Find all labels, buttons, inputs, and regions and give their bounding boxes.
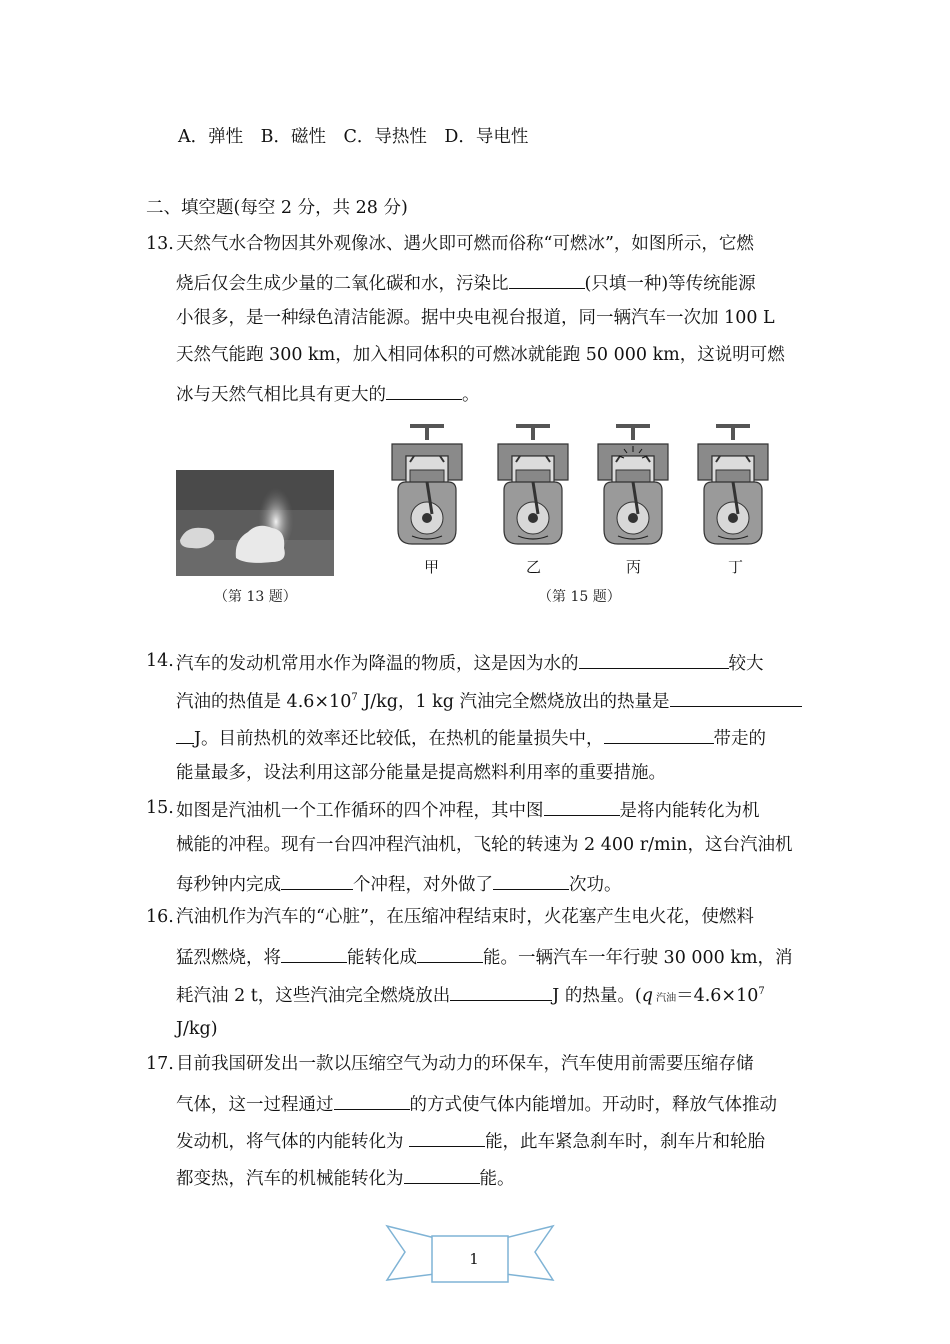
four-stroke-engine-diagram-yi xyxy=(494,422,572,550)
engine-label-ding: 丁 xyxy=(728,558,744,576)
answer-blank[interactable] xyxy=(334,1091,410,1110)
question-13-line-3: 小很多，是一种绿色清洁能源。据中央电视台报道，同一辆汽车一次加 100 L xyxy=(176,308,775,328)
figure-13-caption: （第 13 题） xyxy=(214,589,297,605)
answer-blank-continued[interactable] xyxy=(176,725,194,744)
question-14-number: 14. xyxy=(146,651,174,671)
question-16-line-2: 猛烈燃烧，将 能转化成 能。一辆汽车一年行驶 30 000 km，消 xyxy=(176,944,793,969)
question-16-line-3: 耗汽油 2 t，这些汽油完全燃烧放出 J 的热量。(q 汽油$=4.6\times 10^7$ xyxy=(176,982,765,1010)
question-14-line-1: 汽车的发动机常用水作为降温的物质，这是因为水的 较大 xyxy=(176,650,764,675)
question-17-line-1: 目前我国研发出一款以压缩空气为动力的环保车，汽车使用前需要压缩存储 xyxy=(176,1054,754,1074)
answer-blank[interactable] xyxy=(579,650,729,669)
question-16-number: 16. xyxy=(146,907,174,927)
answer-blank[interactable] xyxy=(493,871,569,890)
engine-label-yi: 乙 xyxy=(526,558,542,576)
answer-blank[interactable] xyxy=(604,725,714,744)
answer-blank[interactable] xyxy=(544,797,620,816)
answer-blank[interactable] xyxy=(281,871,353,890)
question-17-line-2: 气体，这一过程通过 的方式使气体内能增加。开动时，释放气体推动 xyxy=(176,1091,777,1116)
question-14-line-4: 能量最多，设法利用这部分能量是提高燃料利用率的重要措施。 xyxy=(176,763,666,783)
answer-blank[interactable] xyxy=(417,944,483,963)
four-stroke-engine-diagram-ding xyxy=(694,422,772,550)
question-13-line-4: 天然气能跑 300 km，加入相同体积的可燃冰就能跑 50 000 km，这说明可燃 xyxy=(176,345,785,365)
question-16-line-4: J/kg) xyxy=(176,1019,218,1039)
question-15-line-2: 械能的冲程。现有一台四冲程汽油机，飞轮的转速为 2 400 r/min，这台汽油机 xyxy=(176,835,793,855)
answer-blank[interactable] xyxy=(409,1128,485,1147)
figure-15-caption: （第 15 题） xyxy=(538,589,621,605)
question-14-line-3: J。目前热机的效率还比较低，在热机的能量损失中， 带走的 xyxy=(176,725,766,750)
question-13-line-1: 天然气水合物因其外观像冰、遇火即可燃而俗称“可燃冰”，如图所示，它燃 xyxy=(176,234,754,254)
four-stroke-engine-diagram-jia xyxy=(388,422,466,550)
q12-options: A．弹性 B．磁性 C．导热性 D．导电性 xyxy=(178,127,529,147)
page-number: 1 xyxy=(469,1250,479,1268)
question-15-number: 15. xyxy=(146,798,174,818)
question-17-number: 17. xyxy=(146,1054,174,1074)
engine-label-bing: 丙 xyxy=(626,558,642,576)
burning-ice-photo xyxy=(176,470,334,576)
question-13-line-5: 冰与天然气相比具有更大的 。 xyxy=(176,381,480,406)
question-17-line-3: 发动机，将气体的内能转化为 能，此车紧急刹车时，刹车片和轮胎 xyxy=(176,1128,765,1153)
question-14-line-2: 汽油的热值是 $4.6\times 10^7$ J/kg，1 kg 汽油完全燃烧放出的热量是 xyxy=(176,688,802,713)
question-13-number: 13. xyxy=(146,234,174,254)
four-stroke-engine-diagram-bing xyxy=(594,422,672,550)
question-16-line-1: 汽油机作为汽车的“心脏”，在压缩冲程结束时，火花塞产生电火花，使燃料 xyxy=(176,907,754,927)
question-17-line-4: 都变热，汽车的机械能转化为 能。 xyxy=(176,1165,515,1190)
answer-blank[interactable] xyxy=(509,270,585,289)
answer-blank[interactable] xyxy=(670,688,802,707)
engine-label-jia: 甲 xyxy=(424,558,440,576)
answer-blank[interactable] xyxy=(386,381,462,400)
answer-blank[interactable] xyxy=(404,1165,480,1184)
section-title: 二、填空题(每空 2 分，共 28 分) xyxy=(146,198,408,218)
question-13-line-2: 烧后仅会生成少量的二氧化碳和水，污染比 (只填一种)等传统能源 xyxy=(176,270,756,295)
answer-blank[interactable] xyxy=(281,944,347,963)
question-15-line-3: 每秒钟内完成 个冲程，对外做了 次功。 xyxy=(176,871,622,896)
question-15-line-1: 如图是汽油机一个工作循环的四个冲程，其中图 是将内能转化为机 xyxy=(176,797,760,822)
answer-blank[interactable] xyxy=(450,982,552,1001)
